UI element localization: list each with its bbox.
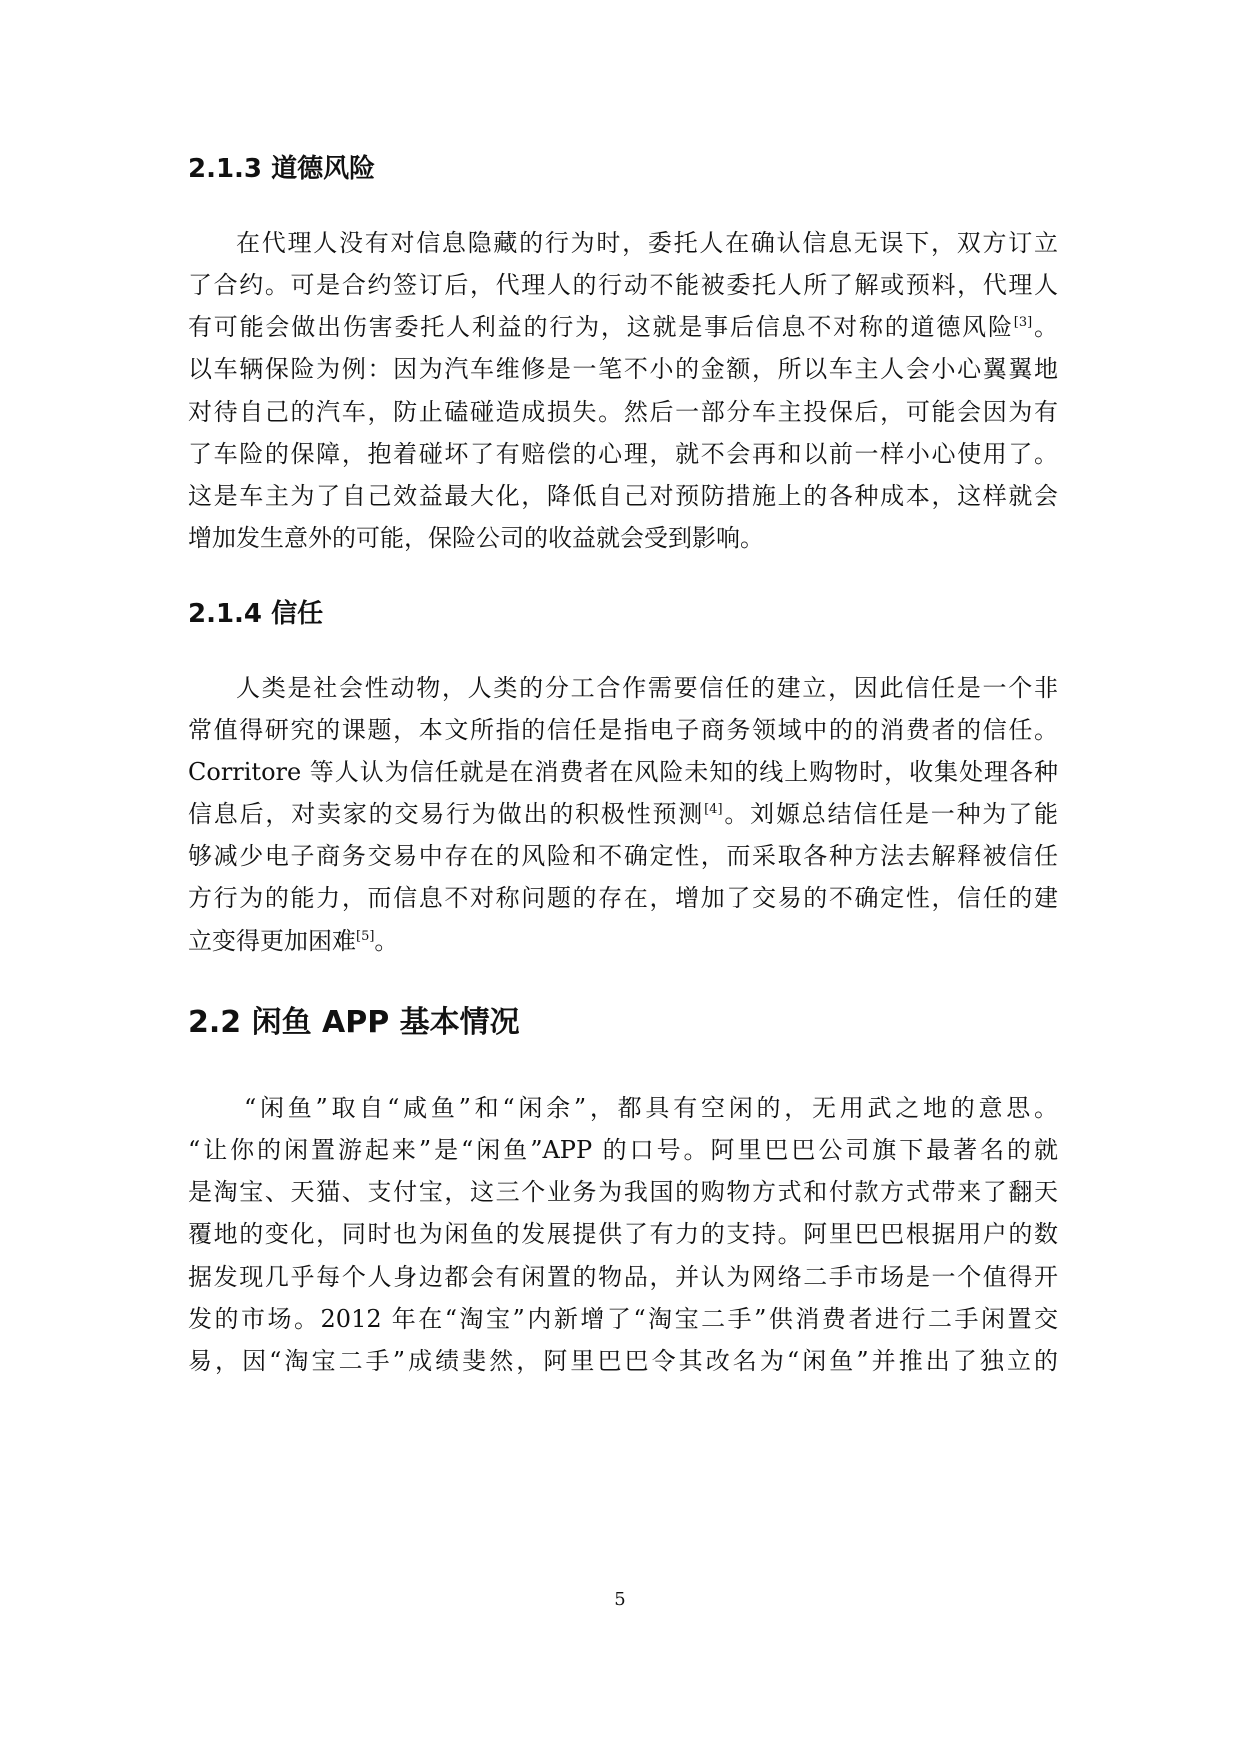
paragraph-line-text: 信息后，对卖家的交易行为做出的积极性预测 [188, 800, 705, 828]
paragraph-line-tail: 。刘嫄总结信任是一种为了能 [722, 800, 1059, 828]
paragraph-line: 覆地的变化，同时也为闲鱼的发展提供了有力的支持。阿里巴巴根据用户的数 [188, 1220, 1058, 1248]
citation-ref: [4] [704, 802, 723, 817]
citation-ref: [3] [1013, 315, 1033, 330]
paragraph-line [188, 311, 1058, 343]
paragraph-line: 方行为的能力，而信息不对称问题的存在，增加了交易的不确定性，信任的建 [188, 884, 1058, 912]
paragraph-line: 据发现几乎每个人身边都会有闲置的物品，并认为网络二手市场是一个值得开 [188, 1263, 1058, 1291]
paragraph-line: 在代理人没有对信息隐藏的行为时，委托人在确认信息无误下，双方订立 [236, 229, 1058, 257]
paragraph-line: 增加发生意外的可能，保险公司的收益就会受到影响。 [188, 524, 764, 552]
paragraph-line-tail: 。 [1032, 313, 1059, 341]
citation-ref: [5] [356, 929, 375, 944]
page-number: 5 [614, 1589, 626, 1610]
paragraph-line-text: 有可能会做出伤害委托人利益的行为，这就是事后信息不对称的道德风险 [188, 313, 1014, 341]
paragraph-line-tail: 。 [374, 927, 399, 955]
paragraph-line: 对待自己的汽车，防止磕碰造成损失。然后一部分车主投保后，可能会因为有 [188, 398, 1058, 426]
paragraph-line: 够减少电子商务交易中存在的风险和不确定性，而采取各种方法去解释被信任 [188, 842, 1058, 870]
section-heading-2-2: 2.2 闲鱼 APP 基本情况 [188, 1005, 520, 1040]
paragraph-line: 发的市场。2012 年在“淘宝”内新增了“淘宝二手”供消费者进行二手闲置交 [188, 1305, 1058, 1333]
paragraph-line: 人类是社会性动物，人类的分工合作需要信任的建立，因此信任是一个非 [236, 674, 1058, 702]
paragraph-line [188, 925, 1058, 957]
paragraph-line-text: 立变得更加困难 [188, 927, 356, 955]
paragraph-line: Corritore 等人认为信任就是在消费者在风险未知的线上购物时，收集处理各种 [188, 758, 1058, 786]
paragraph-line: 易，因“淘宝二手”成绩斐然，阿里巴巴令其改名为“闲鱼”并推出了独立的 [188, 1347, 1058, 1375]
paragraph-line: 了车险的保障，抱着碰坏了有赔偿的心理，就不会再和以前一样小心使用了。 [188, 440, 1058, 468]
paragraph-line: 常值得研究的课题，本文所指的信任是指电子商务领域中的的消费者的信任。 [188, 716, 1058, 744]
paragraph-line: 了合约。可是合约签订后，代理人的行动不能被委托人所了解或预料，代理人 [188, 271, 1058, 299]
paragraph-line [188, 798, 1058, 830]
section-heading-2-1-4: 2.1.4 信任 [188, 599, 324, 629]
paragraph-line: 以车辆保险为例：因为汽车维修是一笔不小的金额，所以车主人会小心翼翼地 [188, 355, 1058, 383]
section-heading-2-1-3: 2.1.3 道德风险 [188, 154, 376, 184]
paragraph-line: “让你的闲置游起来”是“闲鱼”APP 的口号。阿里巴巴公司旗下最著名的就 [188, 1136, 1058, 1164]
paragraph-line: 这是车主为了自己效益最大化，降低自己对预防措施上的各种成本，这样就会 [188, 482, 1058, 510]
paragraph-line: 是淘宝、天猫、支付宝，这三个业务为我国的购物方式和付款方式带来了翻天 [188, 1178, 1058, 1206]
paragraph-line: “闲鱼”取自“咸鱼”和“闲余”，都具有空闲的，无用武之地的意思。 [244, 1094, 1058, 1122]
